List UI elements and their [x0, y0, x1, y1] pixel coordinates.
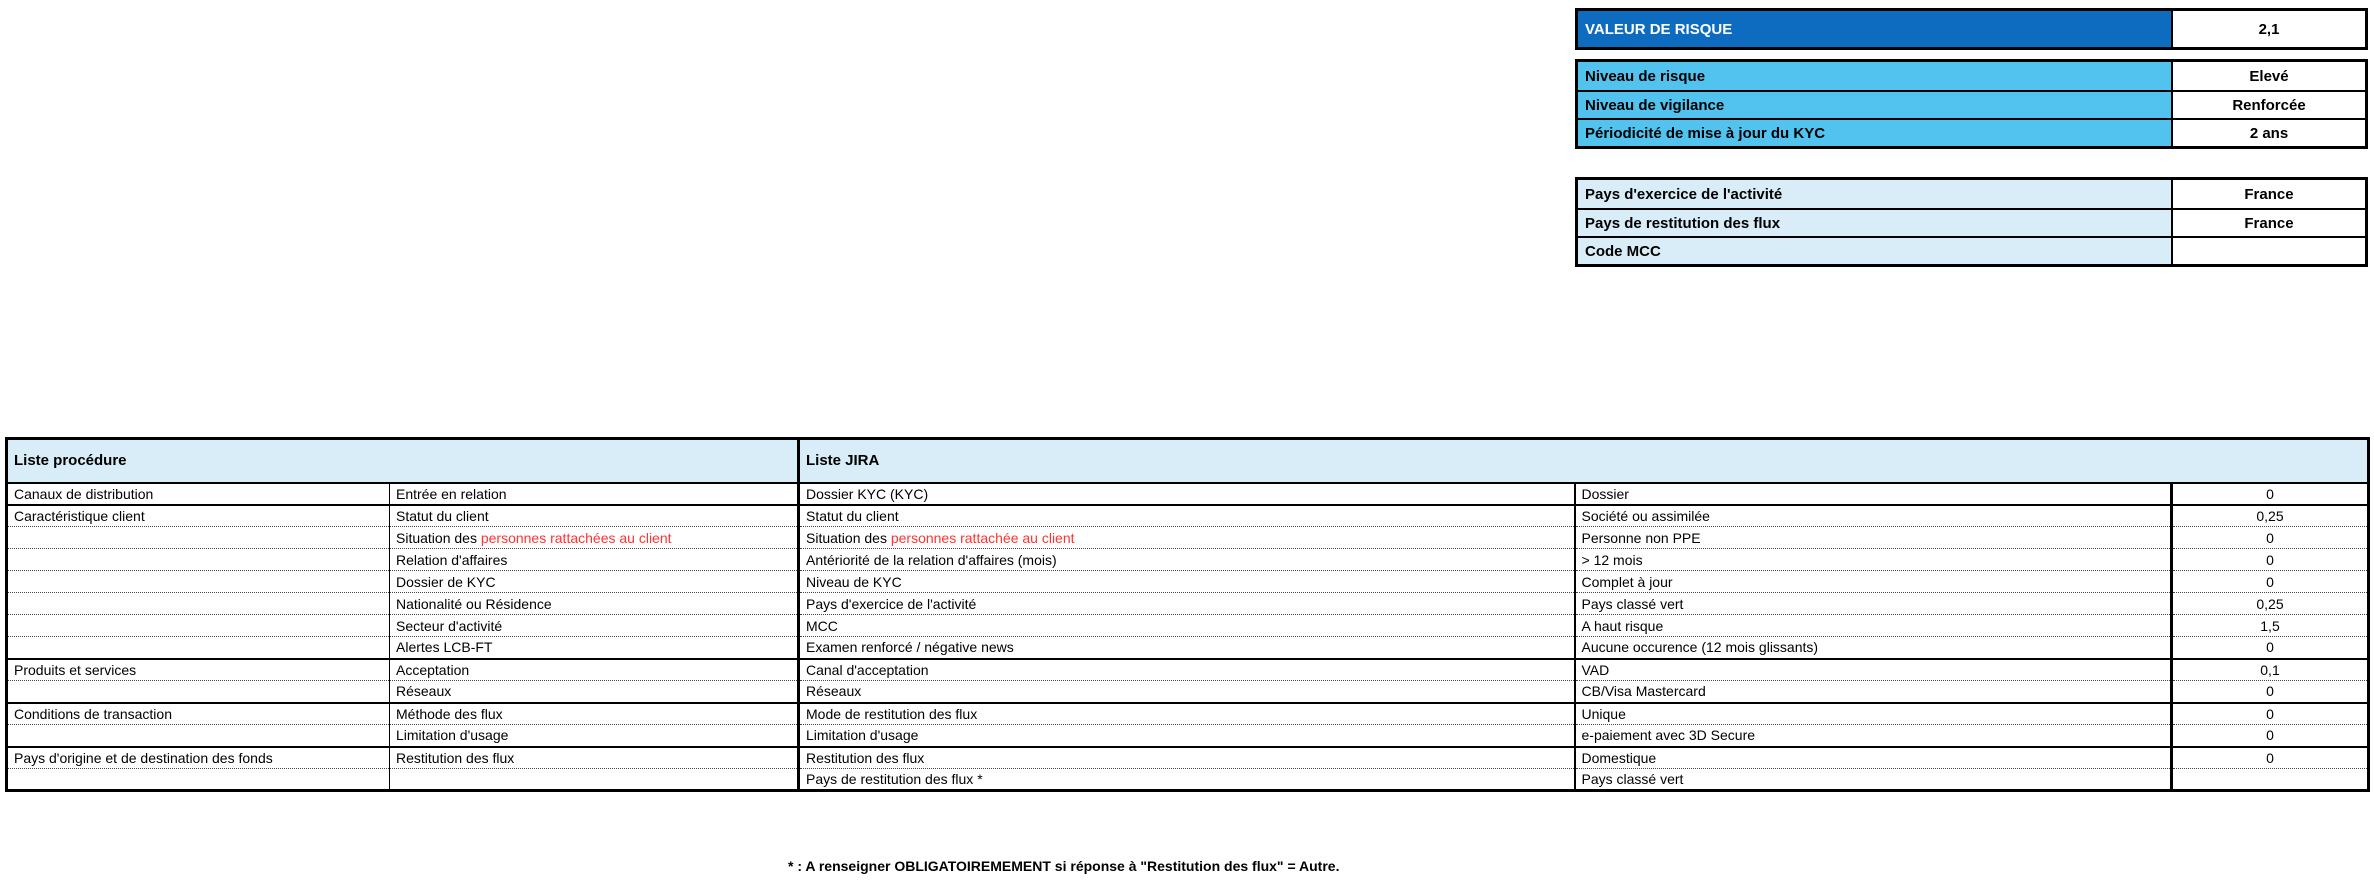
- header-liste-procedure: Liste procédure: [7, 439, 799, 483]
- risk-value-label: VALEUR DE RISQUE: [1578, 11, 2173, 47]
- cell-procedure-item[interactable]: Réseaux: [390, 681, 799, 703]
- cell-jira-item[interactable]: Restitution des flux: [799, 747, 1575, 769]
- cell-jira-value[interactable]: Pays classé vert: [1575, 593, 2172, 615]
- risk-value-box: [1575, 8, 2368, 50]
- table-row: [7, 637, 2369, 659]
- cell-procedure-item[interactable]: Limitation d'usage: [390, 725, 799, 747]
- cell-score[interactable]: 0: [2172, 571, 2369, 593]
- cell-score[interactable]: 0,1: [2172, 659, 2369, 681]
- cell-jira-value[interactable]: Complet à jour: [1575, 571, 2172, 593]
- cell-jira-item[interactable]: Situation des personnes rattachée au client: [799, 527, 1575, 549]
- cell-category[interactable]: Caractéristique client: [7, 505, 390, 527]
- cell-score[interactable]: 0: [2172, 527, 2369, 549]
- country-box: [1575, 177, 2368, 267]
- cell-category[interactable]: [7, 571, 390, 593]
- cell-procedure-item[interactable]: Entrée en relation: [390, 483, 799, 505]
- activity-country-cell[interactable]: France: [2173, 180, 2365, 208]
- cell-jira-value[interactable]: VAD: [1575, 659, 2172, 681]
- cell-jira-value[interactable]: e-paiement avec 3D Secure: [1575, 725, 2172, 747]
- table-row: [7, 527, 2369, 549]
- header-liste-jira: Liste JIRA: [799, 439, 2369, 483]
- cell-category[interactable]: Canaux de distribution: [14, 485, 154, 502]
- cell-category[interactable]: Produits et services: [7, 659, 390, 681]
- table-row: [7, 703, 2369, 725]
- cell-score[interactable]: 0: [2172, 637, 2369, 659]
- cell-procedure-item[interactable]: Dossier de KYC: [390, 571, 799, 593]
- table-row: [7, 505, 2369, 527]
- cell-score[interactable]: 0: [2172, 747, 2369, 769]
- cell-jira-value[interactable]: Personne non PPE: [1575, 527, 2172, 549]
- risk-matrix-table: [5, 437, 2370, 792]
- table-row: [7, 681, 2369, 703]
- cell-jira-value[interactable]: Unique: [1575, 703, 2172, 725]
- matrix-body: [7, 483, 2369, 791]
- table-row: [7, 725, 2369, 747]
- cell-procedure-item[interactable]: Restitution des flux: [390, 747, 799, 769]
- cell-score[interactable]: 0,25: [2172, 505, 2369, 527]
- cell-jira-item[interactable]: Antériorité de la relation d'affaires (mois): [799, 549, 1575, 571]
- vigilance-level-row: [1578, 90, 2365, 118]
- cell-procedure-item[interactable]: Alertes LCB-FT: [390, 637, 799, 659]
- cell-category[interactable]: [7, 725, 390, 747]
- table-row: [7, 483, 2369, 505]
- mcc-code-label: Code MCC: [1578, 238, 2173, 264]
- cell-score[interactable]: 0: [2172, 681, 2369, 703]
- cell-score[interactable]: 0: [2172, 725, 2369, 747]
- cell-jira-item[interactable]: Mode de restitution des flux: [799, 703, 1575, 725]
- risk-levels-box: [1575, 59, 2368, 149]
- cell-procedure-item[interactable]: Statut du client: [390, 505, 799, 527]
- cell-category[interactable]: [7, 593, 390, 615]
- flux-country-row: [1578, 208, 2365, 236]
- risk-level-cell[interactable]: Elevé: [2173, 62, 2365, 90]
- risk-level-label: Niveau de risque: [1578, 62, 2173, 90]
- cell-jira-item[interactable]: Pays d'exercice de l'activité: [799, 593, 1575, 615]
- cell-score[interactable]: 0: [2172, 483, 2369, 505]
- cell-score[interactable]: [2172, 769, 2369, 791]
- activity-country-row: [1578, 180, 2365, 208]
- cell-jira-item[interactable]: Examen renforcé / négative news: [799, 637, 1575, 659]
- cell-category[interactable]: Conditions de transaction: [7, 703, 390, 725]
- vigilance-level-cell[interactable]: Renforcée: [2173, 92, 2365, 118]
- vigilance-level-label: Niveau de vigilance: [1578, 92, 2173, 118]
- cell-jira-item[interactable]: Limitation d'usage: [799, 725, 1575, 747]
- table-row: [7, 769, 2369, 791]
- matrix-header-row: [7, 439, 2369, 483]
- cell-jira-value[interactable]: Pays classé vert: [1575, 769, 2172, 791]
- cell-jira-item[interactable]: Réseaux: [799, 681, 1575, 703]
- footnote: * : A renseigner OBLIGATOIREMEMENT si réponse à "Restitution des flux" = Autre.: [788, 858, 1340, 874]
- table-row: [7, 593, 2369, 615]
- cell-procedure-item[interactable]: Nationalité ou Résidence: [390, 593, 799, 615]
- risk-value-cell[interactable]: 2,1: [2173, 11, 2365, 47]
- cell-category[interactable]: [7, 549, 390, 571]
- cell-jira-value[interactable]: Domestique: [1575, 747, 2172, 769]
- cell-jira-item[interactable]: MCC: [799, 615, 1575, 637]
- cell-procedure-item[interactable]: Situation des personnes rattachées au client: [390, 527, 799, 549]
- kyc-update-period-row: [1578, 118, 2365, 146]
- cell-jira-value[interactable]: CB/Visa Mastercard: [1575, 681, 2172, 703]
- cell-procedure-item[interactable]: Relation d'affaires: [390, 549, 799, 571]
- cell-jira-value[interactable]: Société ou assimilée: [1575, 505, 2172, 527]
- cell-jira-value[interactable]: A haut risque: [1575, 615, 2172, 637]
- table-row: [7, 747, 2369, 769]
- cell-score[interactable]: 1,5: [2172, 615, 2369, 637]
- table-row: [7, 571, 2369, 593]
- cell-category[interactable]: [7, 637, 390, 659]
- cell-score[interactable]: 0: [2172, 703, 2369, 725]
- cell-procedure-item[interactable]: [390, 769, 799, 791]
- cell-jira-value[interactable]: Aucune occurence (12 mois glissants): [1575, 637, 2172, 659]
- kyc-update-period-label: Périodicité de mise à jour du KYC: [1578, 120, 2173, 146]
- risk-value-row: [1578, 11, 2365, 47]
- cell-category[interactable]: [7, 769, 390, 791]
- table-row: [7, 615, 2369, 637]
- table-row: [7, 549, 2369, 571]
- cell-category[interactable]: Pays d'origine et de destination des fonds: [7, 747, 390, 769]
- flux-country-label: Pays de restitution des flux: [1578, 210, 2173, 236]
- risk-level-row: [1578, 62, 2365, 90]
- cell-score[interactable]: 0: [2172, 549, 2369, 571]
- cell-jira-item[interactable]: Canal d'acceptation: [799, 659, 1575, 681]
- cell-jira-item[interactable]: Statut du client: [799, 505, 1575, 527]
- cell-jira-item[interactable]: Pays de restitution des flux *: [799, 769, 1575, 791]
- cell-jira-item[interactable]: Dossier KYC (KYC): [799, 483, 1575, 505]
- mcc-code-row: [1578, 236, 2365, 264]
- cell-procedure-item[interactable]: Méthode des flux: [390, 703, 799, 725]
- cell-category[interactable]: [7, 615, 390, 637]
- cell-jira-value[interactable]: Dossier: [1575, 483, 2172, 505]
- cell-category[interactable]: [7, 527, 390, 549]
- cell-category[interactable]: [7, 681, 390, 703]
- mcc-code-cell[interactable]: [2173, 238, 2365, 264]
- flux-country-cell[interactable]: France: [2173, 210, 2365, 236]
- cell-score[interactable]: 0,25: [2172, 593, 2369, 615]
- cell-jira-value[interactable]: > 12 mois: [1575, 549, 2172, 571]
- kyc-update-period-cell[interactable]: 2 ans: [2173, 120, 2365, 146]
- activity-country-label: Pays d'exercice de l'activité: [1578, 180, 2173, 208]
- cell-procedure-item[interactable]: Secteur d'activité: [390, 615, 799, 637]
- table-row: [7, 659, 2369, 681]
- cell-jira-item[interactable]: Niveau de KYC: [799, 571, 1575, 593]
- cell-procedure-item[interactable]: Acceptation: [390, 659, 799, 681]
